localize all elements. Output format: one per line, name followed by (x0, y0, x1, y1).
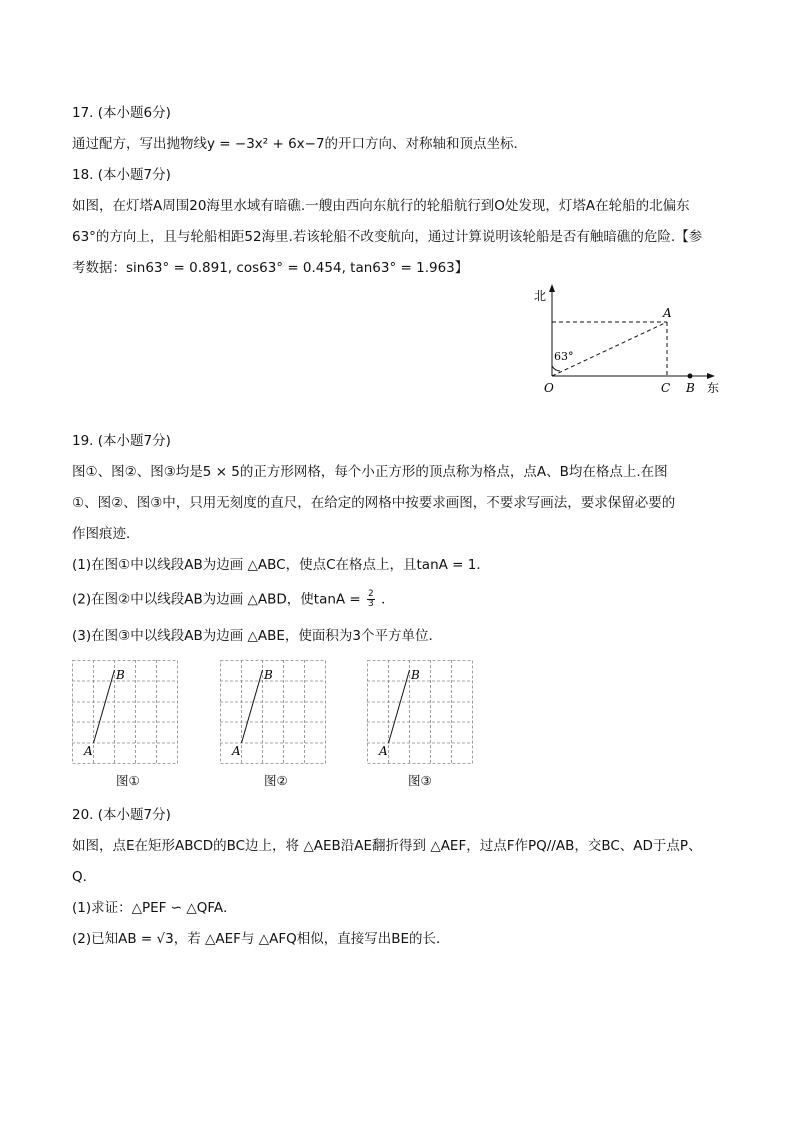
fraction-numerator: 2 (368, 589, 374, 599)
q17-header: 17. (本小题6分) (72, 105, 171, 121)
grid-figure-1 (72, 660, 178, 764)
q20-text-line1: 如图，点E在矩形ABCD的BC边上，将 △AEB沿AE翻折得到 △AEF，过点F作PQ//AB，交BC、AD于点P、 (72, 838, 702, 854)
q20-part1: (1)求证：△PEF ∽ △QFA． (72, 900, 237, 916)
q20-header: 20. (本小题7分) (72, 807, 171, 823)
q18-figure (520, 282, 730, 402)
q19-text-line1: 图①、图②、图③均是5 × 5的正方形网格，每个小正方形的顶点称为格点，点A、B均在格点上.在图 (72, 464, 668, 480)
q17-text: 通过配方，写出抛物线y = −3x² + 6x−7的开口方向、对称轴和顶点坐标． (72, 136, 528, 152)
q19-part2-suffix: ． (381, 591, 395, 608)
north-arrow-icon (549, 284, 555, 292)
grid-caption-1: 图① (116, 773, 140, 788)
east-arrow-icon (707, 373, 715, 379)
label-B: B (411, 668, 420, 682)
grid-caption-2: 图② (264, 773, 288, 788)
grid-figure-3 (367, 660, 473, 764)
fraction-denominator: 3 (368, 599, 374, 609)
q18-text-line2: 63°的方向上，且与轮船相距52海里.若该轮船不改变航向，通过计算说明该轮船是否有触暗礁的危险.【参 (72, 229, 703, 245)
q18-text-line3: 考数据：sin63° = 0.891, cos63° = 0.454, tan63° = 1.963】 (72, 260, 469, 276)
label-O: O (544, 381, 554, 395)
label-C: C (661, 381, 671, 395)
angle-label: 63° (554, 350, 574, 363)
q19-header: 19. (本小题7分) (72, 433, 171, 449)
q20-text-line2: Q． (72, 869, 97, 885)
label-B: B (686, 381, 695, 395)
label-B: B (116, 668, 125, 682)
point-B (688, 374, 693, 379)
label-B: B (264, 668, 273, 682)
label-A: A (663, 306, 672, 320)
q20-part2: (2)已知AB = √3，若 △AEF与 △AFQ相似，直接写出BE的长． (72, 931, 450, 947)
label-A: A (84, 744, 93, 758)
q19-text-line2: ①、图②、图③中，只用无刻度的直尺，在给定的网格中按要求画图，不要求写画法，要求保留必要的 (72, 495, 676, 511)
grid-figure-2 (220, 660, 326, 764)
label-A: A (379, 744, 388, 758)
q18-header: 18. (本小题7分) (72, 167, 171, 183)
north-label: 北 (534, 289, 547, 303)
q19-text-line3: 作图痕迹． (72, 526, 140, 542)
q19-part2 (72, 590, 395, 609)
label-A: A (232, 744, 241, 758)
q18-text-line1: 如图，在灯塔A周围20海里水域有暗礁.一艘由西向东航行的轮船航行到O处发现，灯塔A在轮船的北偏东 (72, 198, 690, 214)
q19-part1: (1)在图①中以线段AB为边画 △ABC，使点C在格点上，且tanA = 1． (72, 557, 490, 573)
angle-arc (552, 366, 560, 371)
dashed-OA (552, 322, 667, 376)
q19-part3: (3)在图③中以线段AB为边画 △ABE，使面积为3个平方单位． (72, 628, 443, 644)
fraction (367, 590, 375, 609)
q19-part2-prefix: (2)在图②中以线段AB为边画 △ABD，使tanA = (72, 591, 361, 608)
grid-caption-3: 图③ (408, 773, 432, 788)
east-label: 东 (707, 381, 720, 395)
